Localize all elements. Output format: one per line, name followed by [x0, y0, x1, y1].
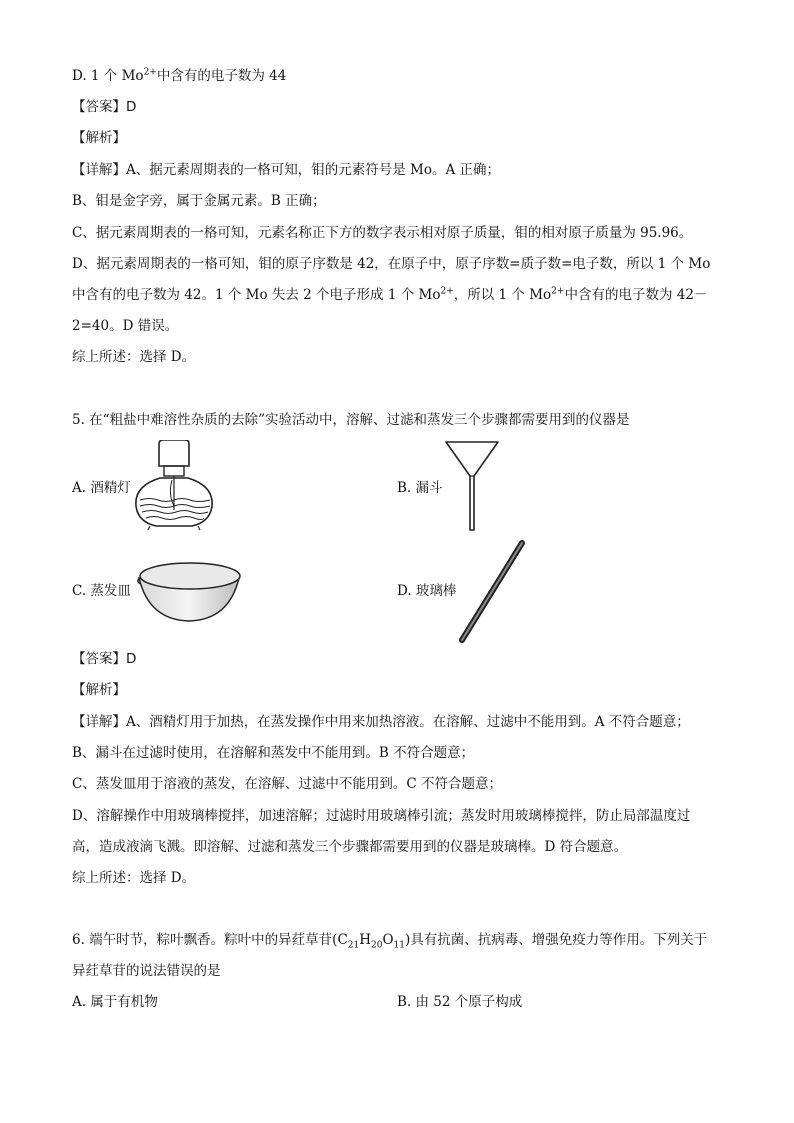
q5-detail-line: 高，造成液滴飞溅。即溶解、过滤和蒸发三个步骤都需要用到的仪器是玻璃棒。D 符合题意。 — [72, 839, 628, 855]
q4-detail-line: 2=40。D 错误。 — [72, 318, 179, 334]
q5-detail-line: D、溶解操作中用玻璃棒搅拌，加速溶解；过滤时用玻璃棒引流；蒸发时用玻璃棒搅拌，防止局部温度过 — [72, 808, 691, 824]
q5-option-b-label: B. 漏斗 — [397, 480, 443, 496]
q5-option-c-label: C. 蒸发皿 — [72, 583, 131, 599]
q6-option-b: B. 由 52 个原子构成 — [397, 994, 523, 1010]
q4-option-d: D. 1 个 $Mo^{2+}$中含有的电子数为 44 — [72, 67, 287, 84]
q5-answer: 【答案】D — [72, 651, 137, 667]
q4-detail-line: 中含有的电子数为 42。1 个 Mo 失去 2 个电子形成 1 个 $Mo^{2+}$，所以 1 个 $Mo^{2+}$中含有的电子数为 42－ — [72, 286, 708, 303]
evaporating-dish-image — [135, 558, 243, 628]
q4-detail-line: B、钼是金字旁，属于金属元素。B 正确； — [72, 193, 326, 209]
q4-analysis-heading: 【解析】 — [72, 130, 126, 146]
glass-rod-image — [456, 540, 528, 648]
q6-stem: 6. 端午时节，粽叶飘香。粽叶中的异荭草苷$(C_{21}H_{20}O_{11})$具有抗菌、抗病毒、增强免疫力等作用。下列关于 — [72, 932, 708, 951]
q5-option-d-label: D. 玻璃棒 — [397, 583, 457, 599]
q4-detail-line: 【详解】A、据元素周期表的一格可知，钼的元素符号是 Mo。A 正确； — [72, 162, 501, 178]
q5-detail-line: B、漏斗在过滤时使用，在溶解和蒸发中不能用到。B 不符合题意； — [72, 745, 475, 761]
q5-analysis-heading: 【解析】 — [72, 682, 126, 698]
q5-detail-line: 【详解】A、酒精灯用于加热，在蒸发操作中用来加热溶液。在溶解、过滤中不能用到。A 不符合题意； — [72, 714, 690, 730]
q4-answer: 【答案】D — [72, 99, 137, 115]
q5-option-a-label: A. 酒精灯 — [72, 480, 131, 496]
alcohol-lamp-image — [130, 440, 220, 536]
q6-stem: 异荭草苷的说法错误的是 — [72, 963, 221, 979]
q5-detail-line: C、蒸发皿用于溶液的蒸发，在溶解、过滤中不能用到。C 不符合题意； — [72, 776, 502, 792]
q4-summary: 综上所述：选择 D。 — [72, 349, 196, 365]
q6-option-a: A. 属于有机物 — [72, 994, 158, 1010]
q4-detail-line: D、据元素周期表的一格可知，钼的原子序数是 42，在原子中，原子序数=质子数=电子数，所以 1 个 Mo — [72, 256, 711, 272]
q5-stem: 5. 在“粗盐中难溶性杂质的去除”实验活动中，溶解、过滤和蒸发三个步骤都需要用到的仪器是 — [72, 412, 630, 428]
funnel-image — [444, 440, 500, 536]
q5-summary: 综上所述：选择 D。 — [72, 870, 196, 886]
q4-detail-line: C、据元素周期表的一格可知，元素名称正下方的数字表示相对原子质量，钼的相对原子质量为 95.96。 — [72, 225, 693, 241]
